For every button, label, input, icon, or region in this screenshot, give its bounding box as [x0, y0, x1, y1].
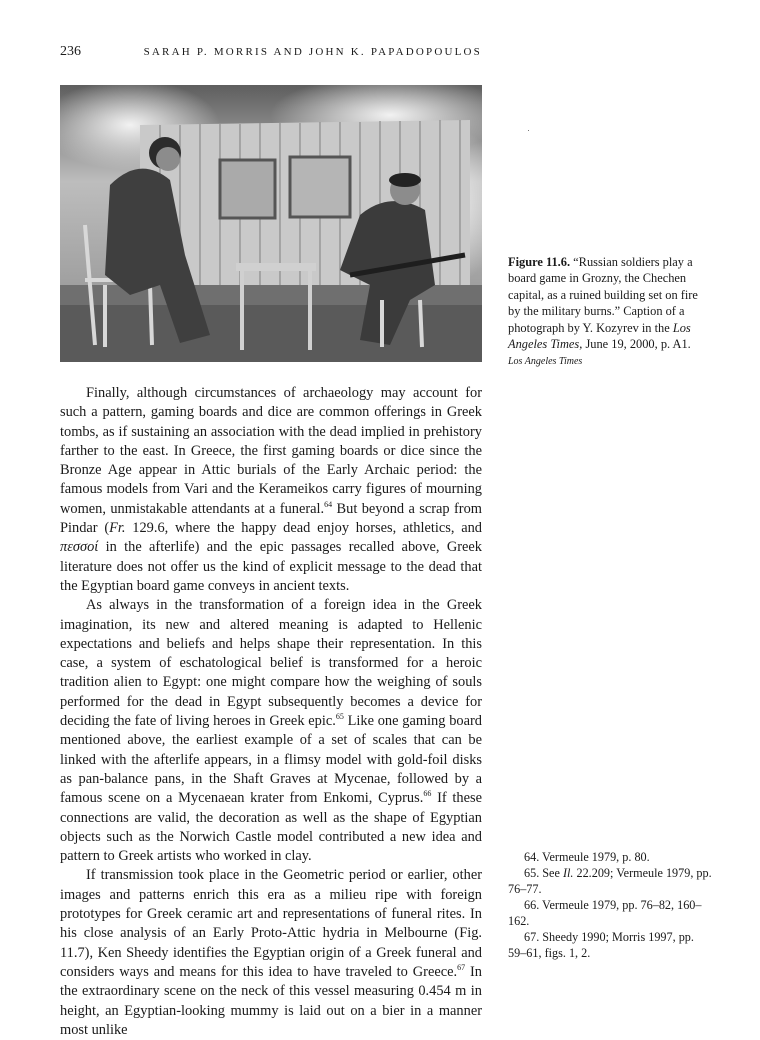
caption-italic: Los Angeles Times,: [508, 320, 691, 352]
footnotes: [508, 849, 714, 961]
photo-credit: Los Angeles Times: [508, 356, 583, 368]
footnote-64: 64. Vermeule 1979, p. 80.: [524, 850, 650, 864]
footnote-67: 67. Sheedy 1990; Morris 1997, pp. 59–61, figs. 1, 2.: [508, 930, 694, 960]
text-run: Finally, although circumstances of archaeology may account for such a pattern, gaming boards and dice are common offerings in Greek tombs, as if sustaining an association with the dead implied in prehistory farther to the east. In Greece, the first gaming boards or dice since the Bronze Age appear in Attic burials of the Early Archaic period: the famous models from Vari and the Kerameikos carry figures of mourning women, unmistakable attendants at a funeral.: [60, 385, 482, 517]
text-run: But beyond a scrap from Pindar (: [60, 500, 482, 537]
text-run: In the extraordinary scene on the neck of this vessel measuring 0.454 m in height, an Egyptian-looking mummy is laid out on a bier in a manner most unlike: [60, 963, 482, 1038]
text-italic: Fr.: [109, 520, 126, 537]
greek-word: πεσσοί: [60, 539, 99, 556]
body-text: [60, 384, 482, 1040]
text-run: As always in the transformation of a foreign idea in the Greek imagination, its new and altered meaning is adapted to Hellenic expectations and beliefs and helps shape their representation. In this case, a system of eschatological belief is transformed for a heroic tradition alien to Egypt: one might compare how the weighing of souls performed for the dead in Egypt subsequently becomes a device for deciding the fate of living heroes in Greek epic.: [60, 597, 482, 730]
text-run: 65. See: [524, 866, 563, 880]
soldiers-photo-illustration: [60, 85, 482, 362]
text-run: in the afterlife) and the epic passages recalled above, Greek literature does not offer us the kind of explicit message to the dead that the Egyptian board game conveys in ancient texts.: [60, 539, 482, 594]
figure-photograph: [60, 85, 482, 362]
paragraph: [60, 596, 482, 866]
paragraph: [60, 384, 482, 596]
speck-mark: [528, 130, 529, 131]
figure-caption: [508, 254, 708, 371]
paragraph: [60, 866, 482, 1040]
caption-text: “Russian soldiers play a board game in Grozny, the Chechen capital, as a ruined building set on fire by the military burns.” Caption of a photograph by Y. Kozyrev in the: [508, 255, 698, 335]
running-head: SARAH P. MORRIS AND JOHN K. PAPADOPOULOS: [143, 46, 482, 58]
text-run: 22.209; Vermeule 1979, pp. 76–77.: [508, 866, 712, 896]
text-run: If transmission took place in the Geometric period or earlier, other images and patterns enrich this era as a milieu ripe with foreign prototypes for Greek ceramic art and representations of funeral rites. In his close analysis of an Early Proto-Attic hydria in Melbourne (Fig. 11.7), Ken Sheedy identifies the Egyptian origin of a Greek funeral and considers ways and means for this idea to have traveled to Greece.: [60, 867, 482, 980]
text-run: 129.6, where the happy dead enjoy horses, athletics, and: [125, 520, 482, 537]
text-run: Like one gaming board mentioned above, the earliest example of a set of scales that can be linked with the afterlife appears, in a flimsy model with gold-foil disks as pan-balance pans, in the Shaft Graves at Mycenae, followed by a famous scene on a Mycenaean krater from Enkomi, Cyprus.: [60, 713, 482, 807]
footnote-66: 66. Vermeule 1979, pp. 76–82, 160–162.: [508, 898, 702, 928]
footnote-ref: 64: [324, 499, 333, 509]
page-header: [60, 44, 482, 64]
page-number: 236: [60, 44, 81, 59]
footnote-ref: 65: [335, 712, 344, 722]
footnote-65: [508, 865, 714, 897]
footnote-ref: 66: [423, 789, 432, 799]
text-run: If these connections are valid, the decoration as well as the shape of Egyptian objects such as the Norwich Castle model contributed a new idea and pattern to Greek artists who worked in clay.: [60, 790, 482, 865]
footnote-ref: 67: [457, 963, 466, 973]
caption-text-end: June 19, 2000, p. A1.: [582, 337, 691, 352]
figure-label: Figure 11.6.: [508, 255, 571, 269]
text-italic: Il.: [562, 866, 574, 880]
